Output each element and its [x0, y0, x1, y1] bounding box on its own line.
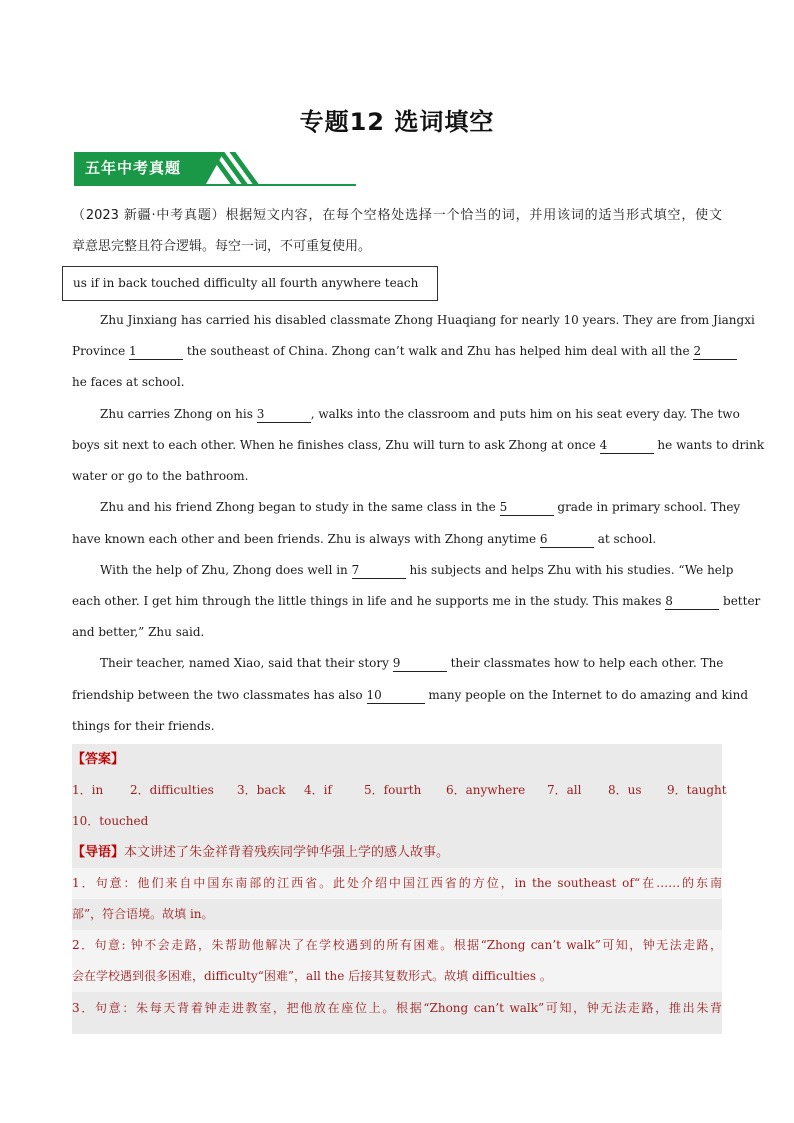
passage-line: Province 1 the southeast of China. Zhong can’t walk and Zhu has helped him deal with all the 2 [72, 336, 722, 367]
passage-line: each other. I get him through the little things in life and he supports me in the study. This makes 8 better [72, 594, 761, 608]
explanation-line: 会在学校遇到很多困难，difficulty“困难”，all the 后接其复数形式。故填 difficulties 。 [72, 969, 552, 983]
question-intro-line1: （2023 新疆·中考真题）根据短文内容，在每个空格处选择一个恰当的词，并用该词的适当形式填空，使文 [72, 208, 722, 223]
guide-label: 【导语】 [72, 845, 125, 860]
page-title: 专题12 选词填空 [299, 108, 495, 136]
blank-9[interactable]: 9 [393, 655, 447, 672]
answer-label: 【答案】 [72, 752, 125, 767]
banner-underline [74, 184, 356, 186]
answer-item: 6．anywhere [446, 783, 526, 797]
answer-list [72, 775, 727, 806]
blank-4[interactable]: 4 [600, 437, 654, 454]
answer-item: 5．fourth [364, 783, 422, 797]
explanation-line: 2．句意: 钟不会走路，朱帮助他解决了在学校遇到的所有困难。根据“Zhong can’t walk”可知，钟无法走路， [72, 938, 722, 952]
blank-3[interactable]: 3 [257, 406, 311, 423]
answer-item: 7．all [547, 783, 582, 797]
passage-line: boys sit next to each other. When he finishes class, Zhu will turn to ask Zhong at once 4 he wants to drink [72, 438, 765, 452]
answer-item: 9．taught [667, 783, 727, 797]
passage-line: things for their friends. [72, 719, 215, 733]
explanation-line: 部”，符合语境。故填 in。 [72, 907, 214, 921]
word-bank-box: us if in back touched difficulty all fourth anywhere teach [62, 266, 438, 301]
guide-text: 本文讲述了朱金祥背着残疾同学钟华强上学的感人故事。 [124, 845, 450, 860]
guide-line [72, 837, 722, 868]
answer-item: 2．difficulties [130, 783, 214, 797]
explanation-line: 1．句意：他们来自中国东南部的江西省。此处介绍中国江西省的方位，in the southeast of“在……的东南 [72, 876, 722, 890]
blank-10[interactable]: 10 [367, 687, 425, 704]
passage-line: he faces at school. [72, 375, 185, 389]
passage-line: Zhu carries Zhong on his 3 , walks into the classroom and puts him on his seat every day. The two [100, 407, 740, 421]
answer-item: 1．in [72, 783, 104, 797]
blank-7[interactable]: 7 [352, 562, 406, 579]
passage-line: and better,” Zhu said. [72, 625, 205, 639]
passage-line: Zhu Jinxiang has carried his disabled classmate Zhong Huaqiang for nearly 10 years. They are from Jiangxi [100, 313, 755, 327]
blank-5[interactable]: 5 [500, 499, 554, 516]
passage-line: Zhu and his friend Zhong began to study in the same class in the 5 grade in primary school. They [100, 500, 741, 514]
passage-line: Their teacher, named Xiao, said that their story 9 their classmates how to help each other. The [100, 656, 724, 670]
blank-2[interactable]: 2 [693, 343, 737, 360]
blank-8[interactable]: 8 [665, 593, 719, 610]
passage-line: With the help of Zhu, Zhong does well in 7 his subjects and helps Zhu with his studies. “We help [100, 563, 734, 577]
explanation-line: 3．句意：朱每天背着钟走进教室，把他放在座位上。根据“Zhong can’t walk”可知，钟无法走路，推出朱背 [72, 1001, 722, 1015]
answer-item: 10．touched [72, 814, 149, 828]
passage-line: friendship between the two classmates has also 10 many people on the Internet to do amazing and kind [72, 688, 749, 702]
answer-item: 8．us [608, 783, 642, 797]
blank-1[interactable]: 1 [129, 343, 183, 360]
answer-item: 4．if [304, 783, 332, 797]
blank-6[interactable]: 6 [540, 531, 594, 548]
passage-line: have known each other and been friends. Zhu is always with Zhong anytime 6 at school. [72, 532, 657, 546]
question-intro-line2: 章意思完整且符合逻辑。每空一词，不可重复使用。 [72, 239, 372, 254]
section-banner [74, 152, 356, 186]
passage-line: water or go to the bathroom. [72, 469, 249, 483]
answer-item: 3．back [237, 783, 286, 797]
banner-title: 五年中考真题 [85, 159, 182, 177]
